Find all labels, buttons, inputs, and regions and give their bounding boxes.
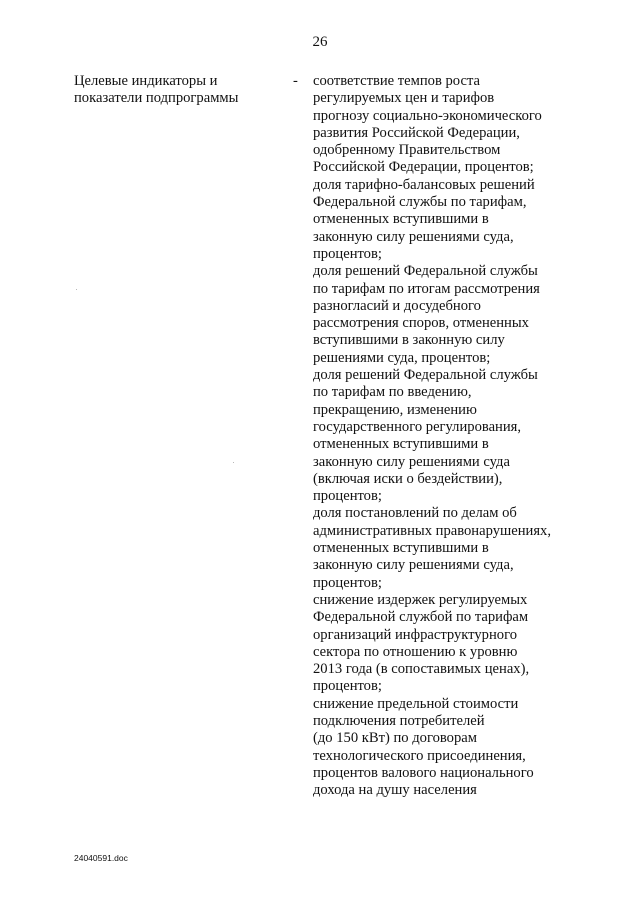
indicator-text-line: доля решений Федеральной службы [313,367,538,384]
indicator-text-line: Федеральной службой по тарифам [313,609,529,626]
indicator-text-line: вступившими в законную силу [313,332,505,349]
indicator-text-line: отмененных вступившими в [313,211,489,228]
indicator-text-line: прекращению, изменению [313,401,477,418]
section-label [74,73,274,108]
indicator-text-line: доля постановлений по делам об [313,505,517,522]
indicator-text-line: снижение издержек регулируемых [313,591,528,608]
indicator-text-line: Российской Федерации, процентов; [313,159,534,176]
indicator-text-line: отмененных вступившими в [313,436,489,453]
document-filename: 24040591.doc [74,853,128,863]
indicator-text-line: организаций инфраструктурного [313,626,517,643]
indicator-text-line: процентов; [313,488,382,505]
indicator-text-line: процентов; [313,245,382,262]
section-label-line: показатели подпрограммы [74,90,239,107]
indicator-text-line: процентов валового национального [313,764,534,781]
indicator-text-line: (до 150 кВт) по договорам [313,730,477,747]
indicator-text-line: снижение предельной стоимости [313,695,519,712]
indicator-text-line: по тарифам по введению, [313,384,472,401]
indicators-list [313,73,633,799]
indicator-text-line: доля тарифно-балансовых решений [313,176,535,193]
indicator-text-line: одобренному Правительством [313,142,501,159]
page-number: 26 [312,34,328,50]
indicator-text-line: 2013 года (в сопоставимых ценах), [313,661,530,678]
separator-dash: - [293,73,298,89]
indicator-text-line: соответствие темпов роста [313,73,480,89]
indicator-text-line: процентов; [313,678,382,695]
scan-speck [233,462,234,463]
indicator-text-line: законную силу решениями суда [313,453,510,470]
indicator-text-line: решениями суда, процентов; [313,349,491,366]
indicator-text-line: процентов; [313,574,382,591]
indicator-text-line: отмененных вступившими в [313,540,489,557]
indicator-text-line: регулируемых цен и тарифов [313,90,495,107]
indicator-text-line: административных правонарушениях, [313,522,551,539]
indicator-text-line: Федеральной службы по тарифам, [313,194,527,211]
indicator-text-line: законную силу решениями суда, [313,557,514,574]
scan-speck [76,289,77,290]
section-label-line: Целевые индикаторы и [74,73,218,89]
indicator-text-line: (включая иски о бездействии), [313,470,503,487]
indicator-text-line: технологического присоединения, [313,747,526,764]
indicator-text-line: разногласий и досудебного [313,297,481,314]
indicator-text-line: доля решений Федеральной службы [313,263,538,280]
indicator-text-line: законную силу решениями суда, [313,228,514,245]
indicator-text-line: рассмотрения споров, отмененных [313,315,529,332]
indicator-text-line: государственного регулирования, [313,418,522,435]
indicator-text-line: дохода на душу населения [313,782,477,799]
indicator-text-line: прогнозу социально-экономического [313,107,542,124]
indicator-text-line: по тарифам по итогам рассмотрения [313,280,540,297]
indicator-text-line: подключения потребителей [313,712,485,729]
indicator-text-line: сектора по отношению к уровню [313,643,518,660]
indicator-text-line: развития Российской Федерации, [313,124,520,141]
